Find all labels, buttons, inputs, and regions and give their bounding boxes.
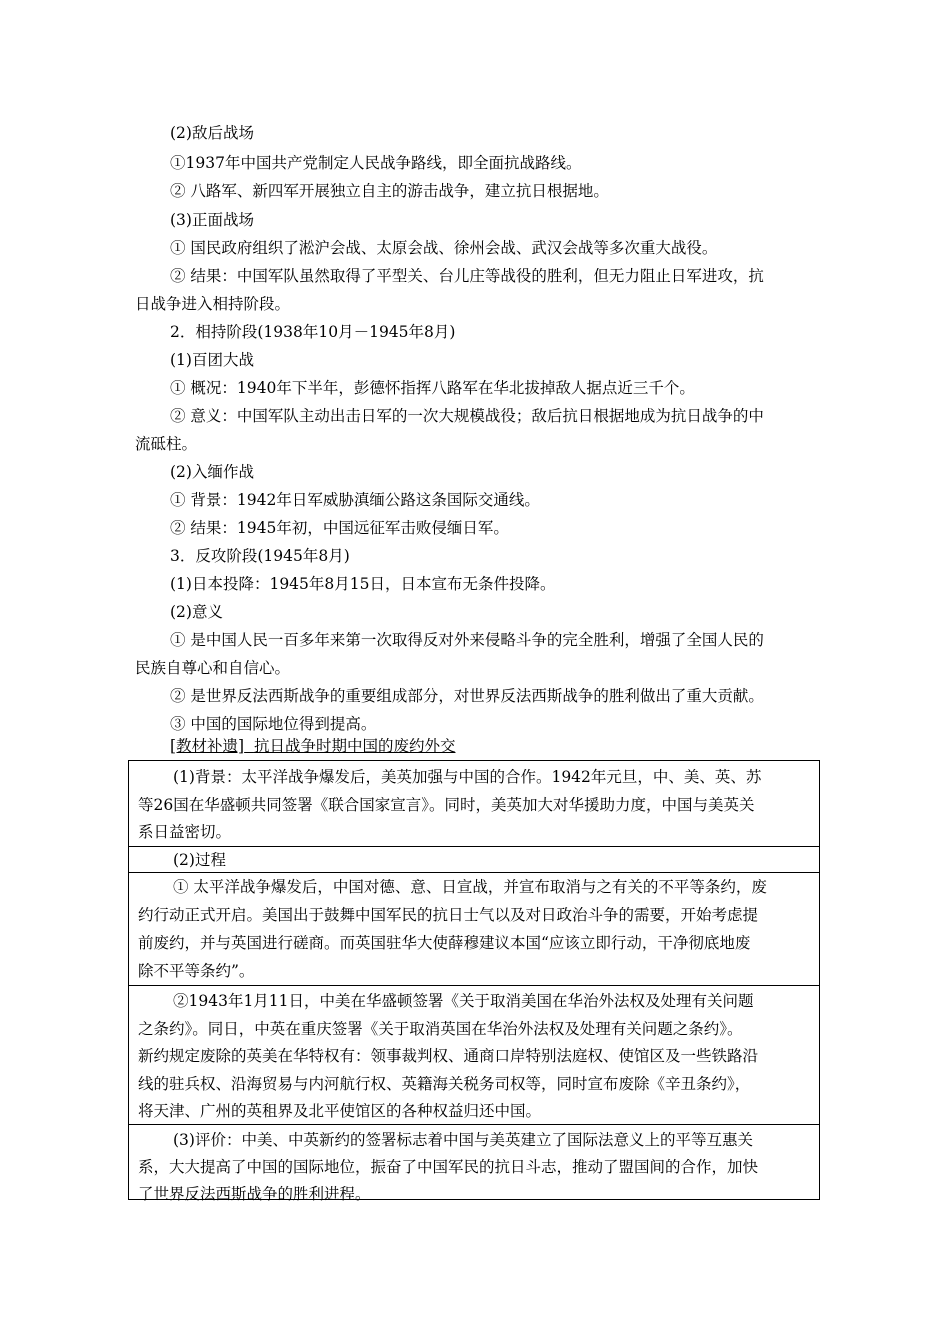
- subsection-title: (2)入缅作战: [170, 463, 254, 481]
- paragraph: ①1937年中国共产党制定人民战争路线，即全面抗战路线。: [170, 154, 582, 172]
- box-divider: [128, 872, 820, 873]
- box-paragraph: 前废约，并与英国进行磋商。而英国驻华大使薛穆建议本国“应该立即行动，干净彻底地废: [138, 934, 751, 952]
- paragraph: ② 八路军、新四军开展独立自主的游击战争，建立抗日根据地。: [170, 182, 609, 200]
- box-paragraph: 系，大大提高了中国的国际地位，振奋了中国军民的抗日斗志，推动了盟国间的合作，加快: [138, 1158, 759, 1176]
- box-paragraph: 新约规定废除的英美在华特权有：领事裁判权、通商口岸特别法庭权、使馆区及一些铁路沿: [138, 1047, 759, 1065]
- box-paragraph: (1)背景：太平洋战争爆发后，美英加强与中国的合作。1942年元旦，中、美、英、苏: [173, 768, 762, 786]
- box-divider: [128, 846, 820, 847]
- subsection-title: (2)意义: [170, 603, 223, 621]
- box-divider: [128, 985, 820, 986]
- paragraph: ② 结果：中国军队虽然取得了平型关、台儿庄等战役的胜利，但无力阻止日军进攻，抗: [170, 267, 764, 285]
- paragraph: ① 国民政府组织了淞沪会战、太原会战、徐州会战、武汉会战等多次重大战役。: [170, 239, 718, 257]
- section-front-title: (3)正面战场: [170, 211, 254, 229]
- subsection-title: (1)百团大战: [170, 351, 254, 369]
- supplement-title: 抗日战争时期中国的废约外交: [253, 737, 456, 755]
- box-divider: [128, 1124, 820, 1125]
- paragraph: 日战争进入相持阶段。: [135, 295, 291, 313]
- supplement-heading: [170, 736, 455, 756]
- paragraph: ② 结果：1945年初，中国远征军击败侵缅日军。: [170, 519, 509, 537]
- paragraph: (1)日本投降：1945年8月15日，日本宣布无条件投降。: [170, 575, 556, 593]
- box-subtitle: (2)过程: [173, 851, 226, 869]
- box-paragraph: ① 太平洋战争爆发后，中国对德、意、日宣战，并宣布取消与之有关的不平等条约，废: [173, 878, 767, 896]
- box-paragraph: 之条约》。同日，中英在重庆签署《关于取消英国在华治外法权及处理有关问题之条约》。: [138, 1020, 743, 1038]
- section-counteroffensive-title: 3．反攻阶段(1945年8月): [170, 547, 350, 565]
- paragraph: ③ 中国的国际地位得到提高。: [170, 715, 377, 733]
- box-paragraph: 等26国在华盛顿共同签署《联合国家宣言》。同时，美英加大对华援助力度，中国与美英关: [138, 796, 755, 814]
- box-paragraph: 系日益密切。: [138, 823, 232, 841]
- box-paragraph: 除不平等条约”。: [138, 962, 255, 980]
- paragraph: 流砥柱。: [135, 435, 198, 453]
- section-stalemate-title: 2．相持阶段(1938年10月－1945年8月): [170, 323, 456, 341]
- box-paragraph: 了世界反法西斯战争的胜利进程。: [138, 1185, 371, 1203]
- section-enemy-rear-title: (2)敌后战场: [170, 124, 254, 142]
- paragraph: ② 意义：中国军队主动出击日军的一次大规模战役；敌后抗日根据地成为抗日战争的中: [170, 407, 764, 425]
- box-paragraph: (3)评价：中美、中英新约的签署标志着中国与美英建立了国际法意义上的平等互惠关: [173, 1131, 753, 1149]
- paragraph: ① 背景：1942年日军威胁滇缅公路这条国际交通线。: [170, 491, 540, 509]
- paragraph: ② 是世界反法西斯战争的重要组成部分，对世界反法西斯战争的胜利做出了重大贡献。: [170, 687, 764, 705]
- supplement-tag: [教材补遗]: [170, 737, 245, 755]
- paragraph: ① 概况：1940年下半年，彭德怀指挥八路军在华北拔掉敌人据点近三千个。: [170, 379, 695, 397]
- box-paragraph: 线的驻兵权、沿海贸易与内河航行权、英籍海关税务司权等，同时宣布废除《辛丑条约》，: [138, 1075, 751, 1093]
- box-paragraph: 约行动正式开启。美国出于鼓舞中国军民的抗日士气以及对日政治斗争的需要，开始考虑提: [138, 906, 759, 924]
- box-paragraph: 将天津、广州的英租界及北平使馆区的各种权益归还中国。: [138, 1102, 542, 1120]
- paragraph: 民族自尊心和自信心。: [135, 659, 291, 677]
- paragraph: ① 是中国人民一百多年来第一次取得反对外来侵略斗争的完全胜利，增强了全国人民的: [170, 631, 764, 649]
- box-paragraph: ②1943年1月11日，中美在华盛顿签署《关于取消美国在华治外法权及处理有关问题: [173, 992, 754, 1010]
